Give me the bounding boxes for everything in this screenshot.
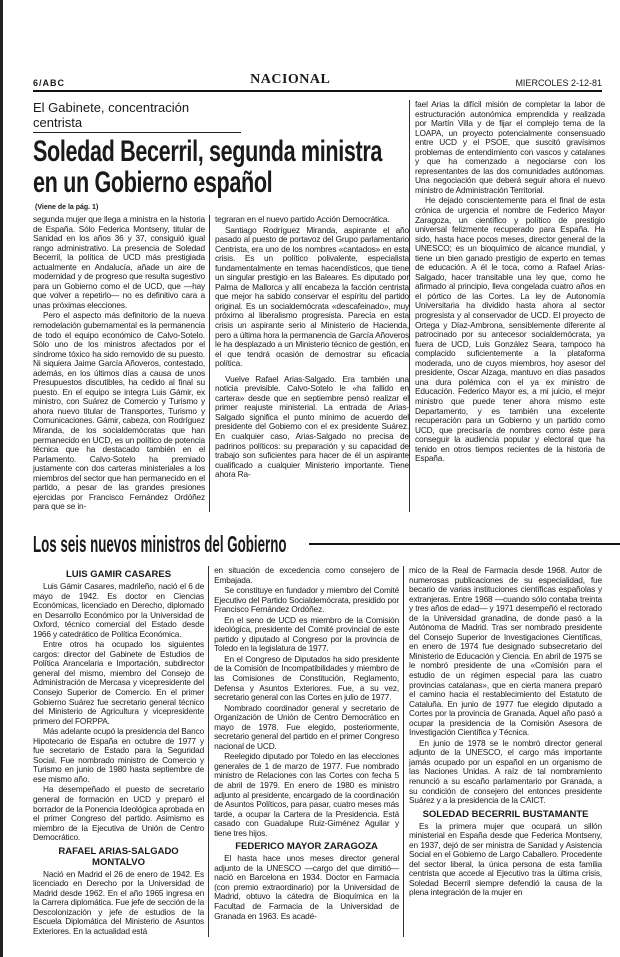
subheading: LUIS GAMIR CASARES (66, 568, 172, 580)
top-article (33, 99, 605, 512)
paragraph: Entre otros ha ocupado los siguientes cargos: director del Gabinete de Estudios de Política Arancelaria e Importación, subdirector general del mismo, miembro del Consejo de Administración de Mercasa y vicepresidente del Consejo Superior de Comercio. En el primer Gobierno Suárez fue secretario general técnico del Ministerio de Agricultura y vicepresidente primero del FORPPA. (33, 639, 205, 726)
paragraph: Ha desempeñado el puesto de secretario general de formación en UCD y preparó el borrador de la Ponencia Ideológica aprobada en el primer Congreso del partido. Asimismo es miembro de la Ejecutiva de Unión de Centro Democrático. (33, 784, 205, 843)
page-header (33, 72, 602, 92)
paragraph: Más adelante ocupó la presidencia del Banco Hipotecario de España en octubre de 1977 y fue secretario de Estado para la Seguridad Social. Fue nombrado ministro de Comercio y Turismo en junio de 1980 hasta septiembre de ese mismo año. (33, 726, 205, 784)
paragraph: en situación de excedencia como consejero de Embajada. (214, 564, 400, 585)
article-kicker: El Gabinete, concentración centrista (33, 100, 241, 133)
paragraph: Santiago Rodríguez Miranda, aspirante el año pasado al puesto de portavoz del Grupo parlamentario Centrista, era uno de los nombres «cantados» en esta crisis. Es un político polivalente, especialista fundamentalmente en temas hacendísticos, que tiene un singular prestigio en las Baleares. Es diputado por Palma de Mallorca y allí encabeza la facción centrista que mejor ha sabido conservar el espíritu del partido original. Es un socialdemócrata «descafeinado», muy próximo al liberalismo progresista. Parecía en esta crisis un aspirante serio al Ministerio de Hacienda, pero a última hora la permanencia de García Añoveros le ha desplazado a un Ministerio técnico de gestión, en el que tendrá ocasión de demostrar su eficacia política. (215, 224, 409, 369)
paragraph: Nació en Madrid el 26 de enero de 1942. Es licenciado en Derecho por la Universidad de Madrid desde 1962. En el año 1965 ingresa en la Carrera diplomática. Fue jefe de sección de la Descolonización y jefe de estudios de la Escuela Diplomática del Ministerio de Asuntos Exteriores. En la actualidad está (33, 868, 205, 936)
headline-container (33, 136, 409, 202)
paragraph: Nombrado coordinador general y secretario de Organización de Unión de Centro Democrático en mayo de 1978. Fue elegido, posteriormente, secretario general del partido en el primer Congreso nacional de UCD. (214, 702, 400, 751)
paragraph: Pero el aspecto más definitorio de la nueva remodelación gubernamental es la permanencia de todo el equipo económico de Calvo-Sotelo. Sólo uno de los ministros afectados por el síndrome tóxico ha sido removido de su puesto. Ni siquiera Jaime García Añoveros, contestado, además, en los últimos días a causa de unos Presupuestos discutibles, ha cedido al final su puesto. En el equipo se integra Luis Gámir, ex ministro, con Suárez de Comercio y Turismo y ahora nuevo titular de Transportes, Turismo y Comunicaciones. Gámir, cabeza, con Rodríguez Miranda, de los socialdemócratas que han permanecido en UCD, es un político de potencia técnica que ha destacado también en el Parlamento. Calvo-Sotelo ha premiado justamente con dos carteras ministeriales a los miembros del sector que han permanecido en el partido, a pesar de las grandes presiones ejercidas por Francisco Fernández Ordóñez para que se in- (33, 310, 205, 512)
subheading: SOLEDAD BECERRIL BUSTAMANTE (422, 808, 589, 820)
bottom-column-2 (208, 566, 403, 937)
paragraph: El hasta hace unos meses director general adjunto de la UNESCO —cargo del que dimitió— nació en Barcelona en 1934. Doctor en Farmacia (con premio extraordinario) por la Universidad de Madrid, obtuvo la cátedra de Bioquímica en la Facultad de Farmacia de la Universidad de Granada en 1963. Es acadé- (214, 853, 400, 921)
paragraph: segunda mujer que llega a ministra en la historia de España. Sólo Federica Montseny, titular de Sanidad en los años 36 y 37, consiguió igual rango administrativo. La presencia de Soledad Becerril, la política de UCD más prestigiada actualmente en Andalucía, añade un aire de modernidad y de progreso que resulta sugestivo para un Gobierno como el de UCD, que —hay que volver a repetirlo— no es definitivo cara a unas próximas elecciones. (33, 214, 205, 310)
paragraph: En el seno de UCD es miembro de la Comisión ideológica, presidente del Comité provincial de este partido y diputado al Congreso por la provincia de Toledo en la legislatura de 1977. (214, 614, 400, 654)
paragraph: tegraran en el nuevo partido Acción Democrática. (215, 214, 390, 224)
paragraph: Vuelve Rafael Arias-Salgado. Era también una noticia previsible. Calvo-Sotelo le «ha fallido en cartera» desde que en septiembre pensó realizar el primer reajuste ministerial. La entrada de Arias-Salgado significa el punto mínimo de acuerdo del presidente del Gobierno con el ex presidente Suárez. En cualquier caso, Arias-Salgado no precisa de padrinos políticos: su preparación y su capacidad de trabajo son suficientes para hacer de él un aspirante cualificado a cualquier Ministerio importante. Tiene ahora Ra- (215, 373, 409, 480)
top-article-main (33, 100, 409, 512)
paragraph: Luis Gámir Casares, madrileño, nació el 6 de mayo de 1942. Es doctor en Ciencias Económicas, licenciado en Derecho, diplomado en Desarrollo Económico por la Universidad de Oxford, técnico comercial del Estado desde 1966 y catedrático de Política Económica. (33, 580, 205, 639)
article-headline: Soledad Becerril, segunda ministra en un Gobierno español (33, 135, 383, 199)
section-headline-container (33, 530, 309, 558)
headline-rule (309, 543, 620, 545)
continued-from: (Viene de la pág. 1) (35, 204, 99, 211)
bottom-article (33, 566, 602, 937)
paragraph: He dejado conscientemente para el final de esta crónica de urgencia el nombre de Federico Mayor Zaragoza, un científico y político de prestigio universal felizmente recuperado para España. Ha sido, hasta hace pocos meses, director general de la UNESCO; es un bioquímico de alcance mundial, y tiene un bien ganado prestigio de experto en temas de educación. A él le toca, como a Rafael Arias-Salgado, hacer transitable una ley que, como he afirmado al principio, lleva congelada cuatro años en el pórtico de las Cortes. La ley de Autonomía Universitaria ha dividido hasta ahora al sector progresista y al conservador de UCD. El proyecto de Ortega y Díaz-Ambrona, sensiblemente diferente al patrocinado por su antecesor socialdemócrata, ya fuera de UCD, Luis González Seara, tampoco ha complacido suficientemente a la plataforma moderada, uno de cuyos miembros, hoy asesor del presidente, Oscar Alzaga, mantuvo en días pasados una dura polémica con el ya ex ministro de Educación. Federico Mayor es, a mi juicio, el mejor ministro que puede tener ahora mismo este Departamento, y es también una excelente recuperación para un Gobierno y un partido como UCD, que precisaría de nombres como éste para conseguir la audiencia popular y electoral que ha tenido en otros tiempos recientes de la historia de España. (415, 195, 605, 464)
subheading: RAFAEL ARIAS-SALGADO MONTALVO (58, 845, 179, 868)
page-number: 6/ABC (33, 78, 66, 88)
paragraph: mico de la Real de Farmacia desde 1968. Autor de numerosas publicaciones de su especialidad, fue becario de varias instituciones científicas españolas y extranjeras. Entre 1968 —cuando sólo contaba treinta y tres años de edad— y 1971 desempeñó el rectorado de la Universidad granadina, de donde pasó a la Autónoma de Madrid. Tras ser nombrado presidente del Consejo Superior de Investigaciones Científicas, en enero de 1974 fue designado subsecretario del Ministerio de Educación y Ciencia. En abril de 1975 se le nombró presidente de una «Comisión para el estudio de un régimen especial para las cuatro provincias catalanas», que en cierta manera preparó el camino hacia el restablecimiento del Estatuto de Cataluña. En junio de 1977 fue elegido diputado a Cortes por la provincia de Granada. Aquel año pasó a ocupar la presidencia de la Comisión Asesora de Investigación Científica y Técnica. (409, 564, 602, 738)
top-columns (33, 215, 409, 512)
section-title: NACIONAL (250, 72, 331, 87)
page-date: MIERCOLES 2-12-81 (515, 78, 602, 88)
top-column-1 (33, 215, 209, 512)
subheading: FEDERICO MAYOR ZARAGOZA (235, 841, 378, 853)
paragraph: Se constituye en fundador y miembro del Comité Ejecutivo del Partido Socialdemócrata, presidido por Francisco Fernández Ordóñez. (214, 585, 400, 615)
top-column-3 (409, 100, 605, 512)
bottom-column-1 (33, 566, 208, 937)
paragraph: Reelegido diputado por Toledo en las elecciones generales de 1 de marzo de 1977. Fue nombrado ministro de Relaciones con las Cortes con fecha 5 de abril de 1979. En enero de 1980 es ministro adjunto al presidente, encargado de la coordinación de Asuntos Políticos, para pasar, cuatro meses más tarde, a ocupar la Cartera de la Presidencia. Está casado con Guadalupe Ruiz-Giménez Aguilar y tiene tres hijos. (214, 751, 400, 838)
bottom-column-3 (403, 566, 602, 937)
section-headline: Los seis nuevos ministros del Gobierno (33, 530, 287, 557)
paragraph: En el Congreso de Diputados ha sido presidente de la Comisión de Incompatibilidades y miembro de las Comisiones de Constitución, Reglamento, Defensa y Asuntos Exteriores. Fue, a su vez, secretario general con las Cortes en julio de 1977. (214, 653, 400, 703)
paragraph: En junio de 1978 se le nombró director general adjunto de la UNESCO, el cargo más importante jamás ocupado por un español en un organismo de las Naciones Unidas. A raíz de tal nombramiento renunció a su escaño parlamentario por Granada, a su condición de consejero del entonces presidente Suárez y a la presidencia de la CAICT. (409, 737, 602, 806)
paragraph: fael Arias la difícil misión de completar la labor de estructuración autonómica emprendida y realizada por Martín Villa y de fijar el complejo tema de la LOAPA, un proyecto potencialmente consensuado entre UCD y el PSOE, que suscitó gravísimos problemas de entendimiento con vascos y catalanes y que ha comenzado a negociarse con los representantes de las dos comunidades autónomas. Una negociación que deberá seguir ahora el nuevo ministro de Administración Territorial. (415, 99, 605, 195)
top-column-2 (209, 215, 409, 512)
section-headline-row (33, 530, 602, 558)
paragraph: Es la primera mujer que ocupará un sillón ministerial en España desde que Federica Montseny, en 1937, dejó de ser ministra de Sanidad y Asistencia Social en el Gobierno de Largo Caballero. Procedente del sector liberal, la única persona de esta familia centrista que accede al Ejecutivo tras la última crisis, Soledad Becerril siempre defendió la causa de la plena integración de la mujer en (409, 820, 602, 898)
